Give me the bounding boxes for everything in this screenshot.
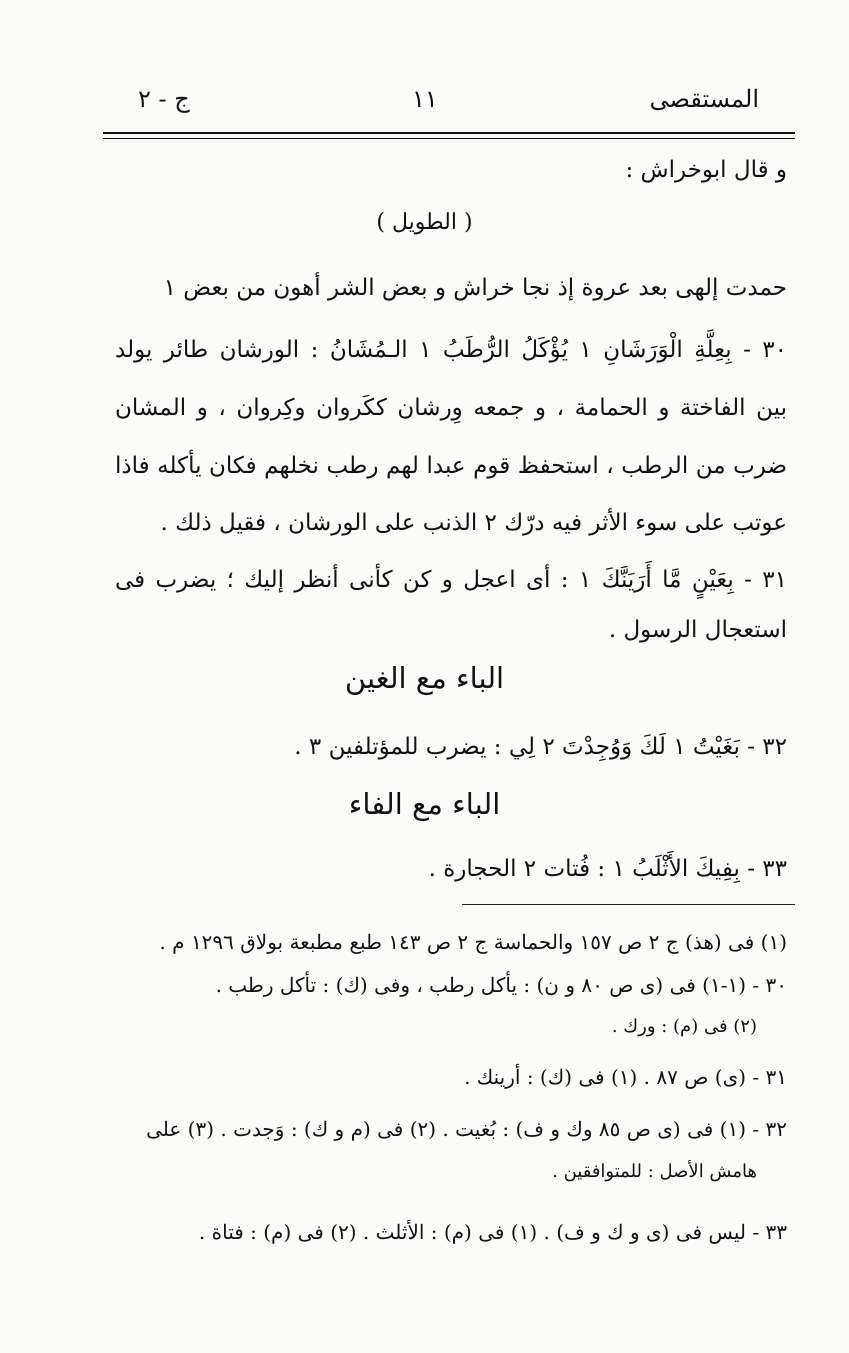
running-title: المستقصى xyxy=(649,85,759,113)
intro-line: و قال ابوخراش : xyxy=(625,157,787,183)
footnote-line: ٣١ - (ى) ص ٨٧ . (١) فى (ك) : أرينك . xyxy=(464,1065,787,1089)
footnote-line: هامش الأصل : للمتوافقين . xyxy=(552,1161,757,1182)
footnote-line: ٣٠ - (١-١) فى (ى ص ٨٠ و ن) : يأكل رطب ، وفى (ك) : تأكل رطب . xyxy=(215,973,787,997)
footnote-line: (٢) فى (م) : ورك . xyxy=(611,1016,757,1037)
entry-31-line-1: ٣١ - بِعَيْنٍ مَّا أَرَيَنَّكَ ١ : أى اعجل و كن كأنى أنظر إليك ؛ يضرب فى xyxy=(115,567,787,593)
entry-30-line-1: ٣٠ - بِعِلَّةِ الْوَرَشَانِ ١ يُؤْكَلُ الرُّطَبُ ١ الـمُشَانُ : الورشان طائر يولد xyxy=(115,337,787,363)
page-number: ١١ xyxy=(412,85,438,113)
footnote-line: (١) فى (هذ) ج ٢ ص ١٥٧ والحماسة ج ٢ ص ١٤٣ طبع مطبعة بولاق ١٢٩٦ م . xyxy=(159,930,787,954)
entry-30-line-3: ضرب من الرطب ، استحفظ قوم عبدا لهم رطب نخلهم فكان يأكله فاذا xyxy=(115,453,787,479)
entry-30-line-4: عوتب على سوء الأثر فيه درّك ٢ الذنب على الورشان ، فقيل ذلك . xyxy=(160,510,787,536)
section-heading-ghain: الباء مع الغين xyxy=(344,661,505,695)
volume-label: ج - ٢ xyxy=(138,85,190,113)
entry-30-line-2: بين الفاختة و الحمامة ، و جمعه وِرشان ككَروان وكِروان ، و المشان xyxy=(115,395,787,421)
section-heading-fa: الباء مع الفاء xyxy=(348,787,501,821)
footnote-line: ٣٢ - (١) فى (ى ص ٨٥ وك و ف) : بُغيت . (٢) فى (م و ك) : وَجدت . (٣) على xyxy=(146,1117,787,1141)
footnote-line: ٣٣ - ليس فى (ى و ك و ف) . (١) فى (م) : الأثلث . (٢) فى (م) : فتاة . xyxy=(198,1220,787,1244)
meter-label: ( الطويل ) xyxy=(376,210,473,235)
entry-33-line: ٣٣ - بِفِيكَ الأَثْلَبُ ١ : فُتات ٢ الحجارة . xyxy=(428,856,787,882)
footnote-rule xyxy=(462,904,795,905)
entry-32-line: ٣٢ - بَغَيْتُ ١ لَكَ وَوُجِدْتَ ٢ لِي : يضرب للمؤتلفين ٣ . xyxy=(294,734,787,760)
header-rule-thick xyxy=(103,132,795,134)
verse-line: حمدت إلهى بعد عروة إذ نجا خراش و بعض الشر أهون من بعض ١ xyxy=(163,275,787,301)
header-rule-thin xyxy=(103,138,795,139)
entry-31-line-2: استعجال الرسول . xyxy=(608,617,787,643)
